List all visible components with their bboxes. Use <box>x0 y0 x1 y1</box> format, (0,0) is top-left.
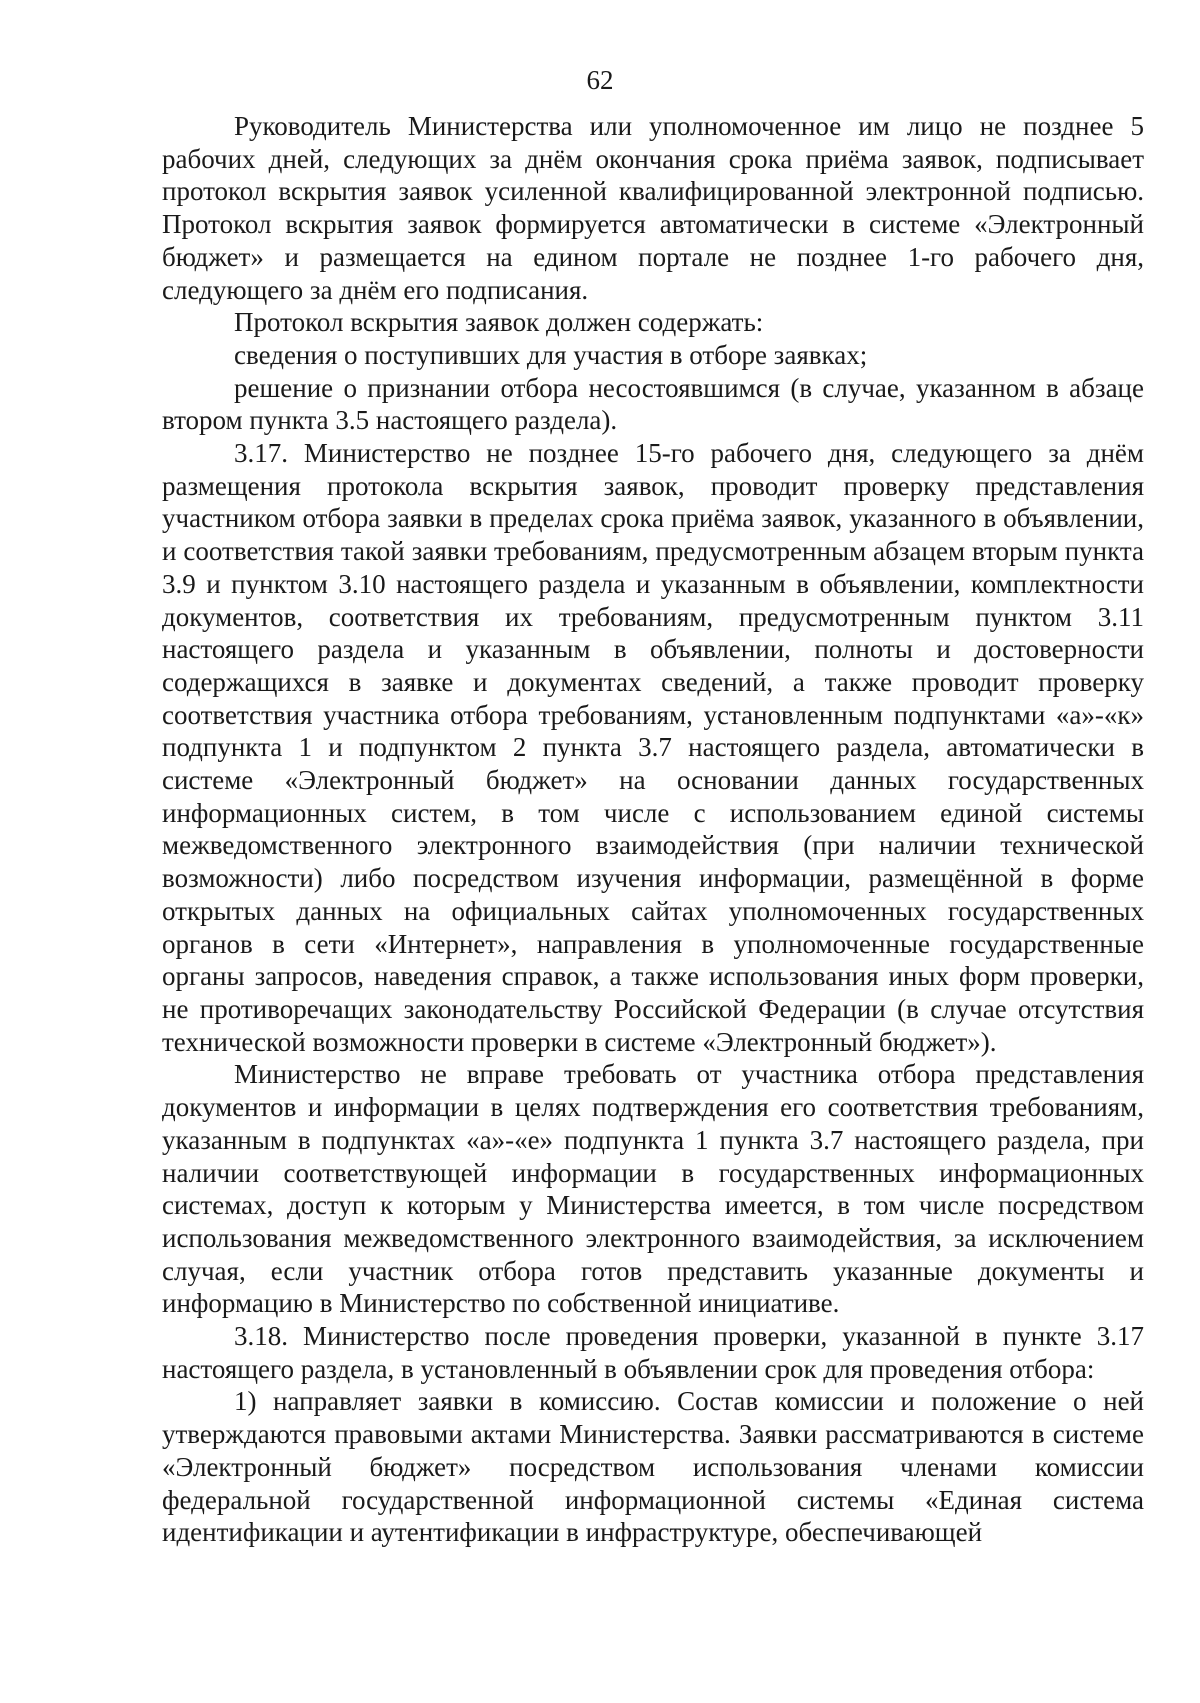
document-body <box>162 110 1144 1549</box>
paragraph-3-18: 3.18. Министерство после проведения проверки, указанной в пункте 3.17 настоящего раздела, в установленный в объявлении срок для проведения отбора: <box>162 1321 1144 1384</box>
paragraph-received-applications: сведения о поступивших для участия в отборе заявках; <box>234 339 868 370</box>
paragraph-protocol-contents: Протокол вскрытия заявок должен содержать: <box>234 307 764 338</box>
paragraph-3-17: 3.17. Министерство не позднее 15-го рабочего дня, следующего за днём размещения протокола вскрытия заявок, проводит проверку представления участником отбора заявки в пределах срока приёма заявок, указанного в объявлении, и соответствия такой заявки требованиям, предусмотренным абзацем вторым пункта 3.9 и пунктом 3.10 настоящего раздела и указанным в объявлении, комплектности документов, соответствия их требованиям, предусмотренным пунктом 3.11 настоящего раздела и указанным в объявлении, полноты и достоверности содержащихся в заявке и документах сведений, а также проводит проверку соответствия участника отбора требованиям, установленным подпунктами «а»-«к» подпункта 1 и подпунктом 2 пункта 3.7 настоящего раздела, автоматически в системе «Электронный бюджет» на основании данных государственных информационных систем, в том числе с использованием единой системы межведомственного электронного взаимодействия (при наличии технической возможности) либо посредством изучения информации, размещённой в форме открытых данных на официальных сайтах уполномоченных государственных органов в сети «Интернет», направления в уполномоченные государственные органы запросов, наведения справок, а также использования иных форм проверки, не противоречащих законодательству Российской Федерации (в случае отсутствия технической возможности проверки в системе «Электронный бюджет»). <box>162 438 1144 1057</box>
page-number: 62 <box>586 65 614 95</box>
paragraph-3-18-item-1: 1) направляет заявки в комиссию. Состав комиссии и положение о ней утверждаются правовыми актами Министерства. Заявки рассматриваются в системе «Электронный бюджет» посредством использования членами комиссии федеральной государственной информационной системы «Единая система идентификации и аутентификации в инфраструктуре, обеспечивающей <box>162 1386 1144 1548</box>
paragraph-protocol-signing: Руководитель Министерства или уполномоченное им лицо не позднее 5 рабочих дней, следующих за днём окончания срока приёма заявок, подписывает протокол вскрытия заявок усиленной квалифицированной электронной подписью. Протокол вскрытия заявок формируется автоматически в системе «Электронный бюджет» и размещается на едином портале не позднее 1-го рабочего дня, следующего за днём его подписания. <box>162 111 1144 305</box>
paragraph-ministry-not-entitled: Министерство не вправе требовать от участника отбора представления документов и информации в целях подтверждения его соответствия требованиям, указанным в подпунктах «а»-«е» подпункта 1 пункта 3.7 настоящего раздела, при наличии соответствующей информации в государственных информационных системах, доступ к которым у Министерства имеется, в том числе посредством использования межведомственного электронного взаимодействия, за исключением случая, если участник отбора готов представить указанные документы и информацию в Министерство по собственной инициативе. <box>162 1059 1144 1319</box>
paragraph-failed-selection: решение о признании отбора несостоявшимся (в случае, указанном в абзаце втором пункта 3.5 настоящего раздела). <box>162 372 1144 436</box>
